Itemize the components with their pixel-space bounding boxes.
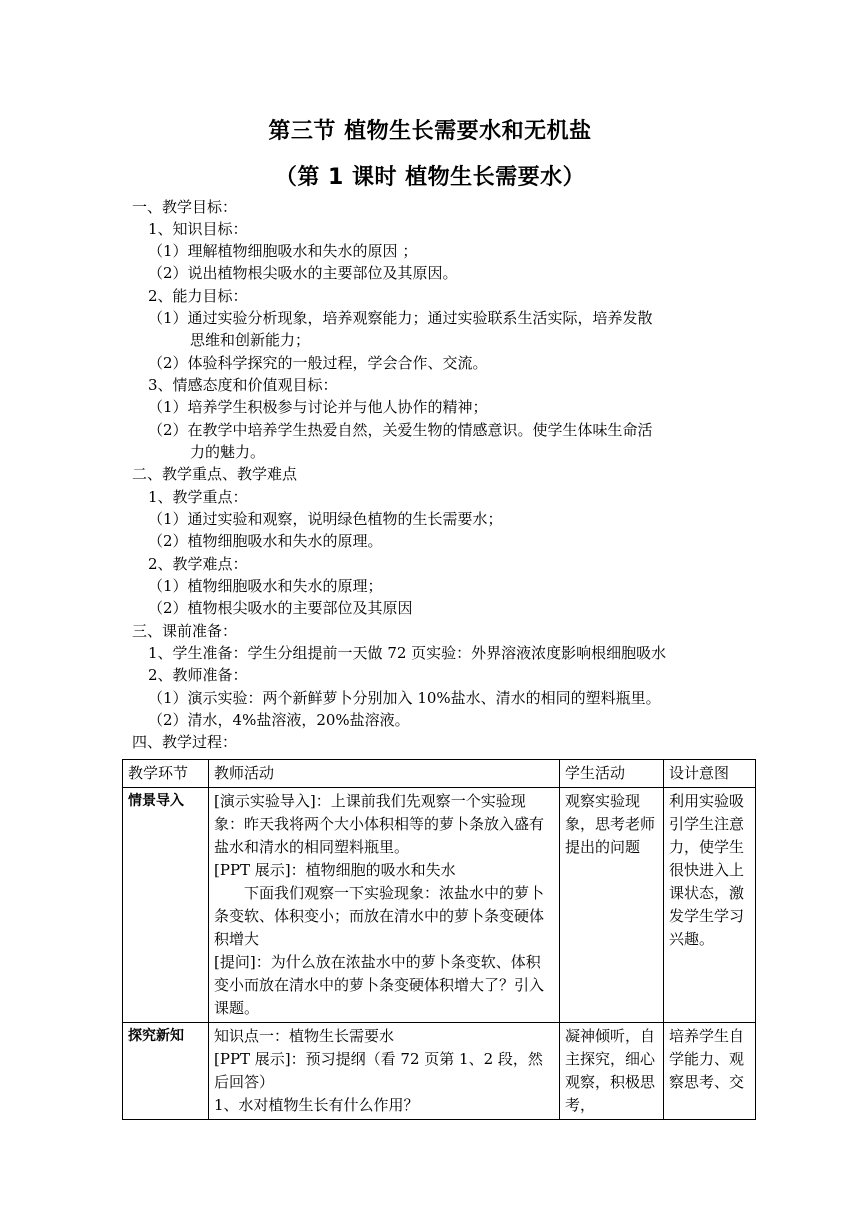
body-line: 力的魅力。 (190, 443, 266, 461)
table-row (123, 788, 756, 1023)
header-teacher-activity: 教师活动 (209, 760, 560, 788)
subsection-heading: 2、教师准备： (148, 666, 248, 684)
teacher-paragraph: [演示实验导入]：上课前我们先观察一个实验现象：昨天我将两个大小体积相等的萝卜条放入盛有盐水和清水的相同塑料瓶里。 (214, 792, 545, 856)
table-header-row (123, 760, 756, 788)
section-heading: 四、教学过程： (132, 733, 238, 751)
stage-cell: 情景导入 (123, 788, 209, 1023)
teacher-paragraph: [提问]：为什么放在浓盐水中的萝卜条变软、体积变小而放在清水中的萝卜条变硬体积增大了？引入课题。 (214, 953, 545, 1017)
subsection-heading: 1、知识目标： (148, 220, 248, 238)
header-design-intent: 设计意图 (664, 760, 756, 788)
teacher-paragraph: [PPT 展示]：预习提纲（看 72 页第 1、2 段，然后回答） (214, 1050, 543, 1091)
page-title: 第三节 植物生长需要水和无机盐 (268, 119, 592, 144)
teacher-paragraph: 1、水对植物生长有什么作用？ (214, 1096, 419, 1114)
teacher-paragraph: 知识点一：植物生长需要水 (214, 1027, 395, 1045)
student-activity-cell: 观察实验现象，思考老师提出的问题 (560, 788, 664, 1023)
header-student-activity: 学生活动 (560, 760, 664, 788)
design-intent-cell: 培养学生自学能力、观察思考、交 (664, 1023, 756, 1120)
section-heading: 二、教学重点、教学难点 (132, 465, 298, 483)
teaching-process-table (122, 759, 756, 1120)
section-heading: 一、教学目标： (132, 198, 238, 216)
page-subtitle: （第 1 课时 植物生长需要水） (274, 165, 586, 190)
body-line: （1）理解植物细胞吸水和失水的原因 ； (148, 242, 418, 260)
stage-cell: 探究新知 (123, 1023, 209, 1120)
design-intent-cell: 利用实验吸引学生注意力，使学生很快进入上课状态，激发学生学习兴趣。 (664, 788, 756, 1023)
teacher-paragraph: 下面我们观察一下实验现象：浓盐水中的萝卜条变软、体积变小；而放在清水中的萝卜条变硬体积增大 (214, 884, 545, 948)
body-line: （2）清水，4%盐溶液，20%盐溶液。 (148, 711, 410, 729)
subsection-heading: 1、教学重点： (148, 488, 248, 506)
body-line: （2）植物根尖吸水的主要部位及其原因 (148, 599, 413, 617)
table-row (123, 1023, 756, 1120)
body-line: （1）演示实验：两个新鲜萝卜分别加入 10%盐水、清水的相同的塑料瓶里。 (148, 689, 661, 707)
teacher-activity-cell (209, 1023, 560, 1120)
subsection-heading: 3、情感态度和价值观目标： (148, 376, 338, 394)
body-line: 思维和创新能力； (190, 331, 311, 349)
body-line: （2）在教学中培养学生热爱自然，关爱生物的情感意识。使学生体味生命活 (148, 421, 653, 439)
teacher-paragraph: [PPT 展示]：植物细胞的吸水和失水 (214, 861, 456, 879)
header-stage: 教学环节 (123, 760, 209, 788)
student-activity-cell: 凝神倾听，自主探究，细心观察，积极思考， (560, 1023, 664, 1120)
section-heading: 三、课前准备： (132, 622, 238, 640)
body-line: （1）通过实验和观察，说明绿色植物的生长需要水； (148, 510, 503, 528)
body-line: （2）植物细胞吸水和失水的原理。 (148, 532, 383, 550)
body-line: （1）通过实验分析现象，培养观察能力；通过实验联系生活实际，培养发散 (148, 309, 653, 327)
teacher-activity-cell (209, 788, 560, 1023)
body-line: 1、学生准备：学生分组提前一天做 72 页实验：外界溶液浓度影响根细胞吸水 (148, 644, 667, 662)
body-line: （1）培养学生积极参与讨论并与他人协作的精神； (148, 398, 488, 416)
subsection-heading: 2、教学难点： (148, 555, 248, 573)
body-line: （1）植物细胞吸水和失水的原理； (148, 577, 383, 595)
subsection-heading: 2、能力目标： (148, 287, 248, 305)
body-line: （2）体验科学探究的一般过程，学会合作、交流。 (148, 354, 488, 372)
body-line: （2）说出植物根尖吸水的主要部位及其原因。 (148, 264, 458, 282)
